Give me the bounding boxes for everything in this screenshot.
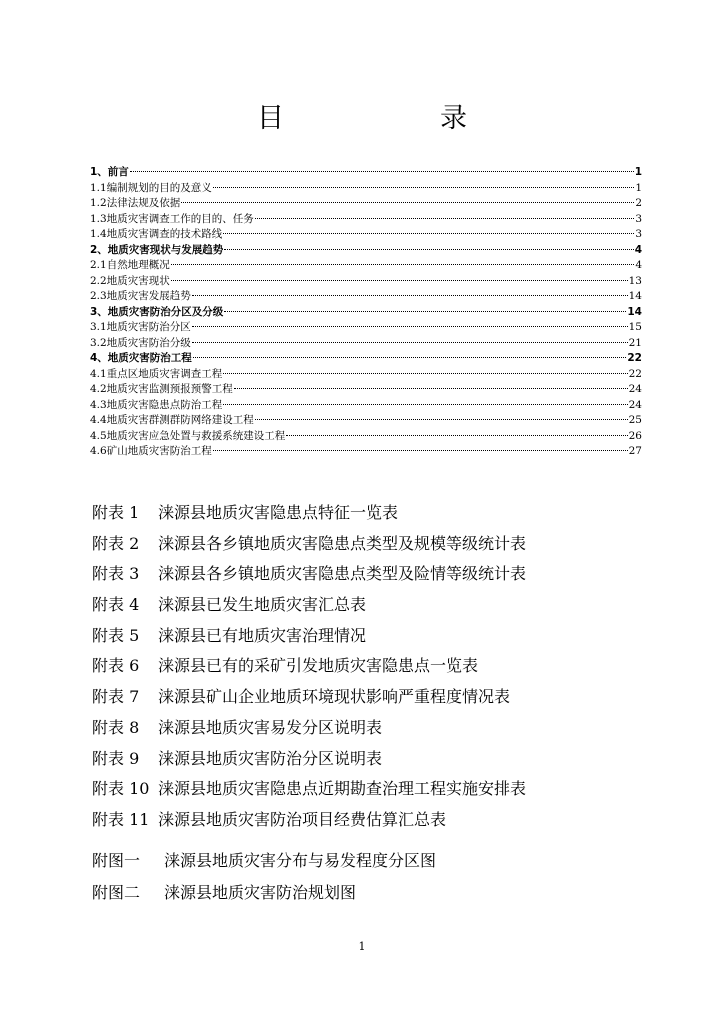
page-number: 1 <box>358 940 366 953</box>
toc-entry[interactable] <box>90 243 642 259</box>
toc-entry[interactable] <box>90 429 642 445</box>
toc-entry[interactable] <box>90 289 642 305</box>
appendix-figure-item <box>92 845 652 877</box>
appendix-figure-list <box>92 845 652 909</box>
toc-leader-dots <box>255 218 635 219</box>
appendix-figure-label: 附图一 <box>92 851 141 870</box>
appendix-table-item <box>92 498 652 529</box>
toc-entry-page: 1 <box>634 166 642 178</box>
toc-leader-dots <box>181 202 634 203</box>
toc-entry[interactable] <box>90 212 642 228</box>
appendix-table-label: 附表 11 <box>92 809 150 829</box>
appendix-figure-item <box>92 877 652 909</box>
toc-entry[interactable] <box>90 320 642 336</box>
toc-entry-page: 1 <box>635 181 642 194</box>
appendix-table-item <box>92 559 652 590</box>
appendix-table-label: 附表 10 <box>92 779 150 799</box>
appendix-table-title: 涞源县地质灾害防治分区说明表 <box>158 748 383 768</box>
toc-leader-dots <box>192 295 628 296</box>
toc-leader-dots <box>223 373 627 374</box>
appendix-table-label: 附表 6 <box>92 656 140 676</box>
toc-entry-page: 2 <box>635 197 642 209</box>
toc-entry-page: 24 <box>628 398 642 411</box>
appendix-table-item <box>92 651 652 682</box>
toc-leader-dots <box>213 187 635 188</box>
toc-entry-page: 22 <box>627 352 642 364</box>
appendix-figure-label: 附图二 <box>92 883 141 902</box>
toc-entry-title: 1.1编制规划的目的及意义 <box>90 181 212 194</box>
toc-entry-title: 2、地质灾害现状与发展趋势 <box>90 243 224 256</box>
toc-entry-title: 3.1地质灾害防治分区 <box>90 321 191 333</box>
toc-leader-dots <box>224 311 626 312</box>
toc-entry-title: 1.2法律法规及依据 <box>90 197 181 209</box>
appendix-table-item <box>92 805 652 836</box>
appendix-table-item <box>92 682 652 713</box>
appendix-table-item <box>92 774 652 805</box>
toc-entry[interactable] <box>90 382 642 398</box>
appendix-figure-title: 涞源县地质灾害防治规划图 <box>164 883 357 902</box>
toc-entry[interactable] <box>90 196 642 212</box>
toc-entry[interactable] <box>90 305 642 321</box>
appendix-table-item <box>92 590 652 621</box>
appendix-table-title: 涞源县各乡镇地质灾害隐患点类型及险情等级统计表 <box>158 564 527 584</box>
appendix-table-item <box>92 744 652 775</box>
toc-entry-title: 4.5地质灾害应急处置与救援系统建设工程 <box>90 429 286 442</box>
toc-leader-dots <box>234 388 628 389</box>
appendix-table-item <box>92 529 652 560</box>
toc-entry-title: 2.3地质灾害发展趋势 <box>90 290 191 302</box>
toc-entry[interactable] <box>90 444 642 460</box>
toc-entry[interactable] <box>90 274 642 290</box>
toc-entry-page: 3 <box>635 212 642 225</box>
appendix-table-item <box>92 713 652 744</box>
toc-entry[interactable] <box>90 398 642 414</box>
toc-entry-title: 4.1重点区地质灾害调查工程 <box>90 367 223 380</box>
appendix-table-label: 附表 5 <box>92 625 140 645</box>
toc-entry-title: 3.2地质灾害防治分级 <box>90 336 191 349</box>
appendix-table-list <box>92 498 652 836</box>
toc-entry-page: 26 <box>628 429 642 442</box>
toc-leader-dots <box>255 419 628 420</box>
appendix-table-title: 涞源县地质灾害易发分区说明表 <box>158 717 383 737</box>
toc-entry-page: 22 <box>628 367 642 380</box>
toc-entry[interactable] <box>90 227 642 243</box>
appendix-table-label: 附表 8 <box>92 717 140 737</box>
toc-leader-dots <box>130 171 634 172</box>
appendix-table-title: 涞源县地质灾害隐患点特征一览表 <box>158 503 399 522</box>
appendix-table-label: 附表 1 <box>92 503 140 522</box>
toc-leader-dots <box>223 233 634 234</box>
toc-entry-title: 1、前言 <box>90 166 129 178</box>
appendix-table-title: 涞源县地质灾害防治项目经费估算汇总表 <box>158 809 447 829</box>
toc-entry-page: 3 <box>635 228 642 240</box>
appendix-table-title: 涞源县矿山企业地质环境现状影响严重程度情况表 <box>158 687 511 707</box>
toc-entry[interactable] <box>90 413 642 429</box>
toc-entry-title: 4.4地质灾害群测群防网络建设工程 <box>90 414 254 426</box>
appendix-table-label: 附表 9 <box>92 748 140 768</box>
toc-entry-page: 4 <box>634 243 642 256</box>
toc-entry-title: 2.1自然地理概况 <box>90 259 170 271</box>
toc-entry-page: 14 <box>628 290 642 302</box>
toc-entry-page: 13 <box>628 274 642 287</box>
appendix-table-title: 涞源县已有的采矿引发地质灾害隐患点一览表 <box>158 656 479 676</box>
toc-leader-dots <box>192 326 628 327</box>
toc-leader-dots <box>192 342 628 343</box>
toc-entry[interactable] <box>90 367 642 383</box>
toc-entry-page: 4 <box>635 259 642 271</box>
toc-entry-title: 3、地质灾害防治分区及分级 <box>90 305 224 318</box>
appendix-table-title: 涞源县地质灾害隐患点近期勘查治理工程实施安排表 <box>158 779 527 799</box>
toc-entry[interactable] <box>90 336 642 352</box>
appendix-figure-title: 涞源县地质灾害分布与易发程度分区图 <box>164 851 437 870</box>
appendix-table-label: 附表 7 <box>92 687 140 707</box>
toc-entry[interactable] <box>90 181 642 197</box>
toc-entry-title: 4、地质灾害防治工程 <box>90 352 192 364</box>
toc-entry-title: 4.6矿山地质灾害防治工程 <box>90 445 212 457</box>
toc-entry-title: 4.3地质灾害隐患点防治工程 <box>90 398 223 411</box>
toc-leader-dots <box>171 280 628 281</box>
toc-entry[interactable] <box>90 351 642 367</box>
toc-leader-dots <box>213 450 628 451</box>
toc-entry-page: 27 <box>628 445 642 457</box>
toc-entry-title: 2.2地质灾害现状 <box>90 274 170 287</box>
page-title: 目 录 <box>257 103 501 134</box>
toc-leader-dots <box>223 404 627 405</box>
toc-entry-title: 1.4地质灾害调查的技术路线 <box>90 228 223 240</box>
appendix-table-title: 涞源县各乡镇地质灾害隐患点类型及规模等级统计表 <box>158 533 527 553</box>
toc-entry-page: 21 <box>628 336 642 349</box>
toc-leader-dots <box>286 435 627 436</box>
toc-leader-dots <box>224 249 633 250</box>
toc-entry[interactable] <box>90 258 642 274</box>
toc-entry-page: 24 <box>628 383 642 395</box>
appendix-table-title: 涞源县已有地质灾害治理情况 <box>158 625 367 645</box>
toc-leader-dots <box>171 264 635 265</box>
toc-entry[interactable] <box>90 165 642 181</box>
toc-entry-title: 1.3地质灾害调查工作的目的、任务 <box>90 212 254 225</box>
appendix-table-title: 涞源县已发生地质灾害汇总表 <box>158 595 367 615</box>
toc-entry-page: 25 <box>628 414 642 426</box>
toc-entry-page: 14 <box>627 305 642 318</box>
appendix-table-item <box>92 621 652 652</box>
toc-entry-page: 15 <box>628 321 642 333</box>
appendix-table-label: 附表 2 <box>92 533 140 553</box>
toc-entry-title: 4.2地质灾害监测预报预警工程 <box>90 383 233 395</box>
toc-leader-dots <box>193 357 627 358</box>
appendix-table-label: 附表 3 <box>92 564 140 584</box>
table-of-contents <box>90 165 642 460</box>
appendix-table-label: 附表 4 <box>92 595 140 615</box>
